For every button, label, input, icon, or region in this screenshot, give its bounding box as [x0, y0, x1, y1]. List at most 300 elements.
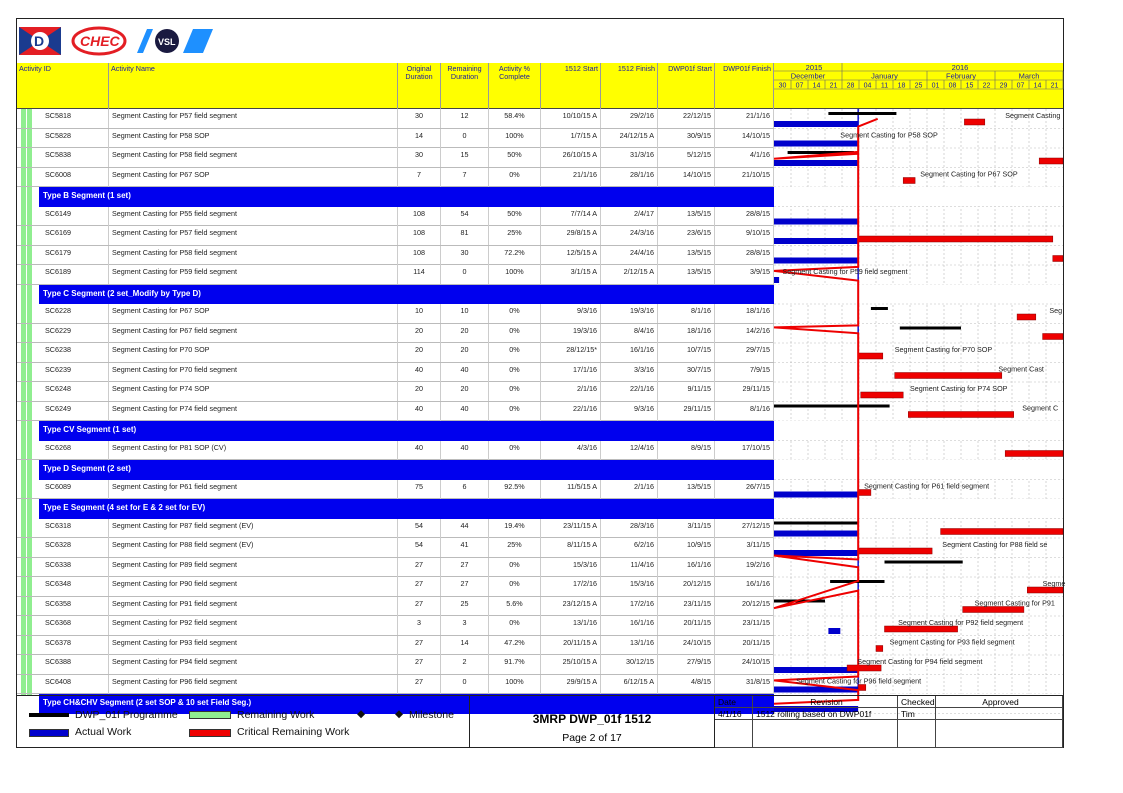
cell-pct: 0% [489, 324, 541, 343]
legend-programme-swatch [29, 713, 69, 717]
rev-empty-2 [753, 720, 898, 748]
cell-s: 29/8/15 A [541, 226, 601, 245]
col-remaining-duration[interactable]: Remaining Duration [441, 63, 489, 109]
cell-name: Segment Casting for P93 field segment [109, 636, 398, 655]
cell-df: 21/1/16 [715, 109, 774, 128]
cell-od: 108 [398, 246, 441, 265]
gantt-group-band [774, 421, 1063, 441]
gantt-bar-label: Segment Casting for P59 field segment [782, 267, 908, 276]
table-row[interactable] [17, 655, 774, 675]
cell-id: SC6169 [39, 226, 109, 245]
cell-ds: 8/9/15 [658, 441, 715, 460]
cell-pct: 0% [489, 616, 541, 635]
cell-ds: 4/8/15 [658, 675, 715, 694]
svg-text:CHEC: CHEC [80, 33, 120, 49]
table-row[interactable] [17, 265, 774, 285]
cell-od: 27 [398, 675, 441, 694]
cell-ds: 20/11/15 [658, 616, 715, 635]
cell-id: SC6328 [39, 538, 109, 557]
cell-rd: 20 [441, 324, 489, 343]
cell-rd: 6 [441, 480, 489, 499]
col-original-duration[interactable]: Original Duration [398, 63, 441, 109]
cell-pct: 47.2% [489, 636, 541, 655]
table-row[interactable] [17, 538, 774, 558]
programme-bar [774, 405, 890, 408]
cell-rd: 27 [441, 558, 489, 577]
legend-milestone-label: Milestone [409, 709, 454, 721]
gantt-group-band [774, 187, 1063, 207]
month-label: December [790, 71, 826, 81]
cell-f: 24/12/15 A [601, 129, 658, 148]
cell-df: 31/8/15 [715, 675, 774, 694]
col-1512-finish[interactable]: 1512 Finish [601, 63, 658, 109]
cell-f: 11/4/16 [601, 558, 658, 577]
vsl-logo [137, 29, 213, 53]
table-row[interactable] [17, 616, 774, 636]
day-tick-label: 15 [965, 82, 974, 90]
gantt-bar-label: Segment Casting for P67 SOP [920, 169, 1018, 179]
cell-df: 26/7/15 [715, 480, 774, 499]
cell-s: 17/2/16 [541, 577, 601, 596]
cell-df: 20/12/15 [715, 597, 774, 616]
cell-rd: 0 [441, 675, 489, 694]
cell-df: 27/12/15 [715, 519, 774, 538]
legend-milestone-diamond-icon: ◆ [357, 708, 366, 720]
cell-s: 15/3/16 [541, 558, 601, 577]
group-header-row[interactable]: Type B Segment (1 set) [39, 187, 774, 207]
table-row[interactable] [17, 304, 774, 324]
cell-id: SC6368 [39, 616, 109, 635]
critical-remaining-bar [903, 178, 915, 184]
rev-date: 4/1/16 [715, 708, 753, 720]
cell-id: SC6348 [39, 577, 109, 596]
rev-checked: Tim [898, 708, 936, 720]
cell-s: 10/10/15 A [541, 109, 601, 128]
cell-od: 7 [398, 168, 441, 187]
cell-name: Segment Casting for P91 field segment [109, 597, 398, 616]
cell-f: 22/1/16 [601, 382, 658, 401]
svg-text:VSL: VSL [158, 37, 176, 47]
cell-s: 25/10/15 A [541, 655, 601, 674]
cell-id: SC6408 [39, 675, 109, 694]
actual-work-bar [774, 258, 858, 264]
cell-od: 30 [398, 109, 441, 128]
rev-description: 1512 rolling based on DWP01f [753, 708, 898, 720]
cell-df: 3/11/15 [715, 538, 774, 557]
group-header-row[interactable]: Type E Segment (4 set for E & 2 set for EV) [39, 499, 774, 519]
cell-name: Segment Casting for P57 field segment [109, 226, 398, 245]
gantt-group-band [774, 460, 1063, 480]
cell-pct: 0% [489, 168, 541, 187]
cell-rd: 20 [441, 343, 489, 362]
cell-ds: 24/10/15 [658, 636, 715, 655]
cell-od: 54 [398, 519, 441, 538]
cell-df: 29/7/15 [715, 343, 774, 362]
table-row[interactable] [17, 597, 774, 617]
cell-f: 19/3/16 [601, 304, 658, 323]
gantt-chart [774, 109, 1066, 695]
cell-id: SC6338 [39, 558, 109, 577]
cell-df: 8/1/16 [715, 402, 774, 421]
cell-s: 3/1/15 A [541, 265, 601, 284]
cell-id: SC6378 [39, 636, 109, 655]
table-row[interactable] [17, 480, 774, 500]
gantt-bar-label: Segment Casting for P61 field segment [864, 481, 990, 491]
cell-df: 4/1/16 [715, 148, 774, 167]
table-row[interactable] [17, 441, 774, 461]
table-row[interactable] [17, 129, 774, 149]
cell-s: 7/7/14 A [541, 207, 601, 226]
cell-f: 13/1/16 [601, 636, 658, 655]
actual-work-bar [774, 141, 832, 147]
cell-rd: 54 [441, 207, 489, 226]
day-tick-label: 07 [795, 82, 804, 90]
legend-actual-label: Actual Work [75, 726, 132, 738]
cell-ds: 10/7/15 [658, 343, 715, 362]
col-dwp-start[interactable]: DWP01f Start [658, 63, 715, 109]
month-label: March [1018, 71, 1040, 81]
cell-s: 9/3/16 [541, 304, 601, 323]
cell-od: 10 [398, 304, 441, 323]
table-row[interactable] [17, 148, 774, 168]
cell-f: 28/3/16 [601, 519, 658, 538]
cell-id: SC6268 [39, 441, 109, 460]
col-activity-pct[interactable]: Activity % Complete [489, 63, 541, 109]
cell-pct: 25% [489, 226, 541, 245]
rev-header-approved: Approved [936, 696, 1063, 708]
cell-f: 6/2/16 [601, 538, 658, 557]
cell-df: 20/11/15 [715, 636, 774, 655]
rev-header-revision: Revision [753, 696, 898, 708]
document-title: 3MRP DWP_01f 1512 [532, 712, 652, 726]
legend-remaining-label: Remaining Work [237, 709, 315, 721]
table-row[interactable] [17, 382, 774, 402]
cell-id: SC6238 [39, 343, 109, 362]
cell-pct: 72.2% [489, 246, 541, 265]
cell-ds: 20/12/15 [658, 577, 715, 596]
day-tick-label: 30 [778, 82, 787, 90]
cell-rd: 0 [441, 265, 489, 284]
gantt-bar-label: Segment Casting for P94 field segment [857, 657, 983, 666]
cell-pct: 100% [489, 129, 541, 148]
cell-rd: 14 [441, 636, 489, 655]
cell-name: Segment Casting for P55 field segment [109, 207, 398, 226]
table-row[interactable] [17, 402, 774, 422]
cell-id: SC5818 [39, 109, 109, 128]
cell-ds: 13/5/15 [658, 246, 715, 265]
cell-pct: 19.4% [489, 519, 541, 538]
critical-remaining-bar [1017, 314, 1036, 320]
group-header-row[interactable]: Type CV Segment (1 set) [39, 421, 774, 441]
month-label: January [871, 71, 898, 81]
cell-s: 12/5/15 A [541, 246, 601, 265]
table-row[interactable] [17, 577, 774, 597]
cell-df: 28/8/15 [715, 207, 774, 226]
cell-od: 27 [398, 655, 441, 674]
cell-f: 28/1/16 [601, 168, 658, 187]
cell-rd: 25 [441, 597, 489, 616]
table-row[interactable] [17, 519, 774, 539]
col-dwp-finish[interactable]: DWP01f Finish [715, 63, 774, 109]
cell-od: 14 [398, 129, 441, 148]
timescale-header [774, 63, 1063, 109]
legend-programme-label: DWP_01f Programme [75, 709, 178, 721]
group-header-row[interactable]: Type CH&CHV Segment (2 set SOP & 10 set Field Seg.) [39, 694, 774, 714]
cell-name: Segment Casting for P67 SOP [109, 304, 398, 323]
gantt-bar-label: Segment Casting for P91 [974, 598, 1055, 608]
cell-ds: 13/5/15 [658, 480, 715, 499]
cell-id: SC6008 [39, 168, 109, 187]
cell-name: Segment Casting for P58 SOP [109, 129, 398, 148]
table-row[interactable] [17, 343, 774, 363]
cell-id: SC6179 [39, 246, 109, 265]
cell-od: 27 [398, 558, 441, 577]
cell-ds: 14/10/15 [658, 168, 715, 187]
cell-od: 30 [398, 148, 441, 167]
table-row[interactable] [17, 558, 774, 578]
table-row[interactable] [17, 324, 774, 344]
cell-name: Segment Casting for P58 field segment [109, 246, 398, 265]
cell-od: 20 [398, 382, 441, 401]
cell-f: 30/12/15 [601, 655, 658, 674]
cell-pct: 50% [489, 148, 541, 167]
cell-s: 17/1/16 [541, 363, 601, 382]
day-tick-label: 21 [1050, 82, 1059, 90]
day-tick-label: 18 [897, 82, 906, 90]
cell-df: 24/10/15 [715, 655, 774, 674]
gantt-group-band [774, 499, 1063, 519]
cell-pct: 5.6% [489, 597, 541, 616]
legend-remaining-swatch [189, 711, 231, 719]
cell-ds: 9/11/15 [658, 382, 715, 401]
cell-pct: 0% [489, 558, 541, 577]
day-tick-label: 29 [999, 82, 1008, 90]
year-2016-label: 2016 [951, 63, 969, 72]
cell-df: 18/1/16 [715, 304, 774, 323]
cell-pct: 92.5% [489, 480, 541, 499]
cell-f: 12/4/16 [601, 441, 658, 460]
cell-od: 108 [398, 226, 441, 245]
cell-df: 28/8/15 [715, 246, 774, 265]
cell-rd: 41 [441, 538, 489, 557]
cell-ds: 8/1/16 [658, 304, 715, 323]
cell-f: 2/12/15 A [601, 265, 658, 284]
cell-rd: 40 [441, 402, 489, 421]
cell-rd: 20 [441, 382, 489, 401]
cell-pct: 100% [489, 675, 541, 694]
legend-footer [17, 695, 1063, 747]
cell-ds: 30/7/15 [658, 363, 715, 382]
cell-pct: 50% [489, 207, 541, 226]
rev-header-date: Date [715, 696, 753, 708]
cell-ds: 18/1/16 [658, 324, 715, 343]
cell-od: 27 [398, 577, 441, 596]
cell-id: SC6229 [39, 324, 109, 343]
cell-id: SC6149 [39, 207, 109, 226]
cell-rd: 3 [441, 616, 489, 635]
chec-logo [73, 28, 125, 54]
gantt-bar-label: Segment Casting for P70 SOP [894, 345, 993, 354]
cell-od: 40 [398, 402, 441, 421]
cell-f: 8/4/16 [601, 324, 658, 343]
cell-id: SC6189 [39, 265, 109, 284]
actual-work-bar [828, 628, 840, 634]
cell-id: SC6249 [39, 402, 109, 421]
cell-f: 16/1/16 [601, 616, 658, 635]
cell-rd: 27 [441, 577, 489, 596]
day-tick-label: 25 [914, 82, 923, 90]
cell-ds: 13/5/15 [658, 265, 715, 284]
cell-pct: 0% [489, 363, 541, 382]
actual-work-bar [774, 238, 858, 244]
cell-df: 29/11/15 [715, 382, 774, 401]
table-row[interactable] [17, 207, 774, 227]
cell-id: SC6239 [39, 363, 109, 382]
cell-f: 3/3/16 [601, 363, 658, 382]
legend-actual-swatch [29, 729, 69, 737]
day-tick-label: 14 [812, 82, 821, 90]
cell-name: Segment Casting for P67 SOP [109, 168, 398, 187]
cell-rd: 0 [441, 129, 489, 148]
actual-work-bar [774, 531, 858, 537]
critical-remaining-bar [908, 412, 1013, 418]
programme-bar [900, 327, 961, 330]
gantt-bar-label: Segme [1042, 579, 1066, 588]
gantt-bar-label: Segment Casting for P92 field segment [898, 618, 1024, 627]
day-tick-label: 21 [829, 82, 838, 90]
actual-work-bar [774, 667, 858, 673]
cell-s: 26/10/15 A [541, 148, 601, 167]
cell-id: SC6248 [39, 382, 109, 401]
gantt-bar-label: Seg [1049, 306, 1063, 315]
actual-work-bar [774, 219, 858, 225]
cell-od: 75 [398, 480, 441, 499]
cell-ds: 13/5/15 [658, 207, 715, 226]
cell-od: 27 [398, 636, 441, 655]
table-row[interactable] [17, 246, 774, 266]
critical-remaining-bar [861, 392, 904, 398]
cell-ds: 22/12/15 [658, 109, 715, 128]
critical-remaining-bar [1053, 256, 1063, 262]
cell-s: 2/1/16 [541, 382, 601, 401]
year-2015-label: 2015 [805, 63, 823, 72]
cell-rd: 40 [441, 441, 489, 460]
col-activity-name[interactable]: Activity Name [109, 63, 398, 109]
cell-pct: 100% [489, 265, 541, 284]
table-row[interactable] [17, 226, 774, 246]
cell-rd: 12 [441, 109, 489, 128]
revision-table [715, 696, 1063, 748]
critical-remaining-bar [858, 548, 932, 554]
cell-name: Segment Casting for P94 field segment [109, 655, 398, 674]
gantt-bar-label: Segment Casting for P88 field se [942, 540, 1048, 549]
cell-f: 24/4/16 [601, 246, 658, 265]
cell-rd: 81 [441, 226, 489, 245]
cell-od: 54 [398, 538, 441, 557]
cell-od: 40 [398, 363, 441, 382]
cell-pct: 0% [489, 304, 541, 323]
cell-rd: 40 [441, 363, 489, 382]
cell-name: Segment Casting for P96 field segment [109, 675, 398, 694]
table-row[interactable] [17, 168, 774, 188]
cell-od: 20 [398, 343, 441, 362]
group-header-row[interactable]: Type D Segment (2 set) [39, 460, 774, 480]
table-row[interactable] [17, 109, 774, 129]
day-tick-label: 07 [1016, 82, 1025, 90]
cell-rd: 30 [441, 246, 489, 265]
cell-name: Segment Casting for P88 field segment (EV) [109, 538, 398, 557]
cell-od: 108 [398, 207, 441, 226]
cell-f: 16/1/16 [601, 343, 658, 362]
cell-name: Segment Casting for P81 SOP (CV) [109, 441, 398, 460]
cell-rd: 44 [441, 519, 489, 538]
cell-od: 114 [398, 265, 441, 284]
cell-s: 28/12/15* [541, 343, 601, 362]
col-activity-id[interactable]: Activity ID [17, 63, 109, 109]
cell-df: 19/2/16 [715, 558, 774, 577]
cell-od: 40 [398, 441, 441, 460]
day-tick-label: 11 [880, 82, 889, 90]
critical-remaining-bar [1039, 158, 1063, 164]
cell-s: 29/9/15 A [541, 675, 601, 694]
table-row[interactable] [17, 675, 774, 695]
group-header-row[interactable]: Type C Segment (2 set_Modify by Type D) [39, 285, 774, 305]
gantt-group-band [774, 285, 1063, 305]
rev-empty-3 [898, 720, 936, 748]
cell-df: 16/1/16 [715, 577, 774, 596]
cell-ds: 5/12/15 [658, 148, 715, 167]
rev-empty-1 [715, 720, 753, 748]
cell-ds: 30/9/15 [658, 129, 715, 148]
cell-name: Segment Casting for P61 field segment [109, 480, 398, 499]
day-tick-label: 01 [931, 82, 940, 90]
actual-work-bar [774, 492, 858, 498]
legend-critical-label: Critical Remaining Work [237, 726, 350, 738]
critical-remaining-bar [1043, 334, 1063, 340]
cell-s: 21/1/16 [541, 168, 601, 187]
cell-f: 6/12/15 A [601, 675, 658, 694]
d-logo [19, 27, 61, 55]
cell-name: Segment Casting for P89 field segment [109, 558, 398, 577]
cell-id: SC6089 [39, 480, 109, 499]
cell-name: Segment Casting for P90 field segment [109, 577, 398, 596]
rev-approved [936, 708, 1063, 720]
gantt-bar-label: Segment Casting for P96 field segment [796, 676, 922, 686]
critical-remaining-bar [941, 529, 1063, 535]
cell-df: 7/9/15 [715, 363, 774, 382]
day-tick-label: 22 [982, 82, 991, 90]
col-1512-start[interactable]: 1512 Start [541, 63, 601, 109]
programme-bar [885, 561, 963, 564]
cell-s: 13/1/16 [541, 616, 601, 635]
cell-ds: 10/9/15 [658, 538, 715, 557]
cell-od: 3 [398, 616, 441, 635]
cell-df: 3/9/15 [715, 265, 774, 284]
gantt-canvas [774, 109, 1066, 695]
cell-s: 20/11/15 A [541, 636, 601, 655]
table-row[interactable] [17, 636, 774, 656]
cell-s: 23/11/15 A [541, 519, 601, 538]
cell-f: 29/2/16 [601, 109, 658, 128]
actual-work-bar [774, 121, 858, 127]
table-row[interactable] [17, 363, 774, 383]
cell-name: Segment Casting for P87 field segment (EV) [109, 519, 398, 538]
svg-text:D: D [34, 33, 45, 49]
cell-f: 2/1/16 [601, 480, 658, 499]
critical-remaining-bar [858, 236, 1053, 242]
cell-s: 4/3/16 [541, 441, 601, 460]
programme-bar [774, 522, 858, 525]
